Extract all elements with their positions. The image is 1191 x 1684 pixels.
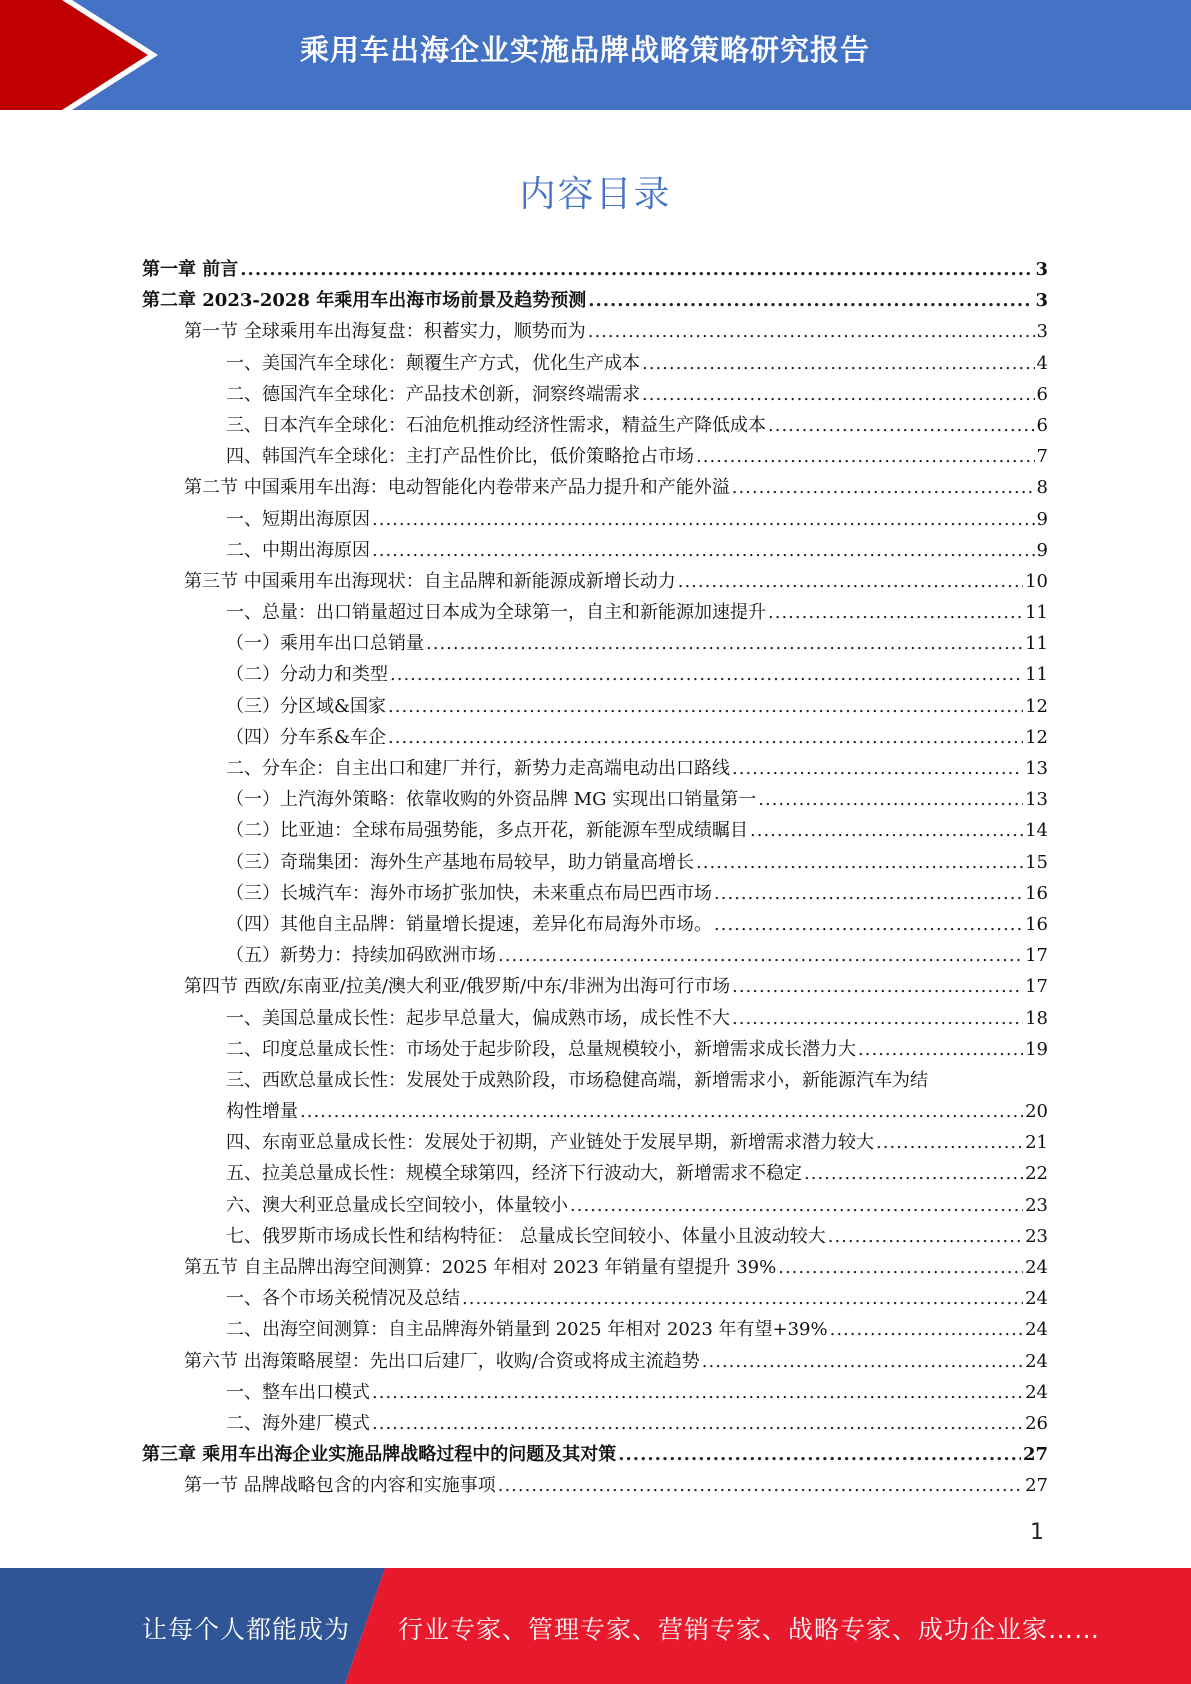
toc-leader-dots [858, 1034, 1023, 1065]
toc-entry-page: 9 [1036, 508, 1048, 530]
toc-entry[interactable] [142, 878, 1048, 909]
toc-entry[interactable] [142, 1377, 1048, 1408]
toc-entry-page: 24 [1025, 1319, 1048, 1341]
toc-entry-text: 六、澳大利亚总量成长空间较小，体量较小 [226, 1194, 568, 1216]
toc-entry-text: 一、各个市场关税情况及总结 [226, 1288, 460, 1310]
toc-leader-dots [758, 784, 1023, 815]
toc-entry-page: 24 [1025, 1350, 1048, 1372]
toc-entry[interactable] [142, 535, 1048, 566]
toc-leader-dots [678, 566, 1023, 597]
toc-entry-page: 14 [1025, 820, 1048, 842]
toc-entry[interactable] [142, 441, 1048, 472]
toc-entry-page: 19 [1025, 1038, 1048, 1060]
toc-entry[interactable] [142, 1221, 1048, 1252]
toc-leader-dots [498, 940, 1023, 971]
toc-leader-dots [570, 1190, 1023, 1221]
toc-entry[interactable] [142, 1003, 1048, 1034]
toc-entry-text: 第一节 全球乘用车出海复盘：积蓄实力，顺势而为 [184, 321, 586, 343]
toc-entry-text: 第六节 出海策略展望：先出口后建厂，收购/合资或将成主流趋势 [184, 1350, 700, 1372]
toc-entry[interactable] [142, 1283, 1048, 1314]
toc-leader-dots [696, 441, 1035, 472]
toc-entry[interactable] [142, 1190, 1048, 1221]
toc-entry-page: 23 [1025, 1194, 1048, 1216]
toc-leader-dots [804, 1158, 1023, 1189]
toc-entry-page: 6 [1036, 414, 1048, 436]
toc-entry[interactable] [142, 285, 1048, 316]
toc-leader-dots [696, 847, 1023, 878]
toc-entry-text: 一、整车出口模式 [226, 1381, 370, 1403]
toc-leader-dots [588, 285, 1033, 316]
toc-leader-dots [828, 1221, 1023, 1252]
toc-entry-page: 13 [1025, 758, 1048, 779]
toc-entry-page: 4 [1036, 352, 1048, 374]
toc-entry-text: 第四节 西欧/东南亚/拉美/澳大利亚/俄罗斯/中东/非洲为出海可行市场 [184, 976, 731, 998]
page-header [0, 0, 1191, 110]
toc-leader-dots [714, 878, 1023, 909]
toc-entry-text: 一、美国汽车全球化：颠覆生产方式，优化生产成本 [226, 352, 640, 374]
toc-entry[interactable] [142, 1252, 1048, 1283]
toc-entry[interactable] [142, 815, 1048, 846]
toc-entry[interactable] [142, 1408, 1048, 1439]
toc-entry[interactable] [142, 691, 1048, 722]
toc-entry-text: 五、拉美总量成长性：规模全球第四，经济下行波动大，新增需求不稳定 [226, 1163, 802, 1185]
toc-entry-text: 第一章 前言 [142, 259, 239, 280]
toc-entry-page: 21 [1025, 1132, 1048, 1154]
toc-entry-page: 3 [1035, 259, 1048, 280]
toc-entry-page: 16 [1025, 913, 1048, 935]
toc-entry-page: 17 [1025, 976, 1048, 998]
toc-entry-page: 8 [1036, 477, 1048, 499]
toc-leader-dots [372, 535, 1035, 566]
toc-entry-page: 12 [1025, 695, 1048, 717]
toc-entry-text: 二、出海空间测算：自主品牌海外销量到 2025 年相对 2023 年有望+39% [226, 1319, 828, 1341]
toc-entry[interactable] [142, 1065, 1048, 1127]
toc-entry-page: 24 [1025, 1257, 1048, 1279]
toc-entry-text: （一）上汽海外策略：依靠收购的外资品牌 MG 实现出口销量第一 [226, 789, 757, 811]
toc-entry-page: 23 [1025, 1225, 1048, 1247]
toc-entry-text: 第五节 自主品牌出海空间测算：2025 年相对 2023 年销量有望提升 39% [184, 1257, 777, 1279]
toc-leader-dots [300, 1096, 1023, 1127]
table-of-contents [142, 254, 1048, 1502]
toc-entry[interactable] [142, 1314, 1048, 1345]
toc-entry-text-continued: 构性增量 [226, 1101, 298, 1123]
toc-entry-page: 3 [1035, 290, 1048, 312]
toc-entry-text: 第二章 2023-2028 年乘用车出海市场前景及趋势预测 [142, 290, 587, 312]
toc-entry[interactable] [142, 597, 1048, 628]
toc-entry[interactable] [142, 566, 1048, 597]
toc-entry-text: 二、德国汽车全球化：产品技术创新，洞察终端需求 [226, 383, 640, 405]
toc-entry-page: 24 [1025, 1288, 1048, 1310]
toc-entry[interactable] [142, 722, 1048, 753]
toc-entry-text: 三、西欧总量成长性：发展处于成熟阶段，市场稳健高端，新增需求小，新能源汽车为结 [226, 1069, 928, 1091]
toc-entry-text: （五）新势力：持续加码欧洲市场 [226, 945, 496, 967]
toc-entry-text: 四、韩国汽车全球化：主打产品性价比，低价策略抢占市场 [226, 446, 694, 468]
toc-entry-page: 13 [1025, 789, 1048, 811]
toc-leader-dots [732, 753, 1023, 784]
toc-entry-page: 9 [1036, 539, 1048, 561]
toc-entry-text: 一、总量：出口销量超过日本成为全球第一，自主和新能源加速提升 [226, 602, 766, 624]
toc-entry-text: （三）长城汽车：海外市场扩张加快，未来重点布局巴西市场 [226, 882, 712, 904]
toc-entry-text: 二、中期出海原因 [226, 539, 370, 561]
toc-leader-dots [830, 1314, 1024, 1345]
page-footer [0, 1568, 1191, 1684]
toc-entry-page: 27 [1022, 1444, 1048, 1466]
toc-heading: 内容目录 [519, 174, 672, 215]
toc-entry-text: 二、海外建厂模式 [226, 1412, 370, 1434]
toc-entry[interactable] [142, 379, 1048, 410]
toc-entry-text: （二）比亚迪：全球布局强势能，多点开花，新能源车型成绩瞩目 [226, 820, 748, 842]
toc-entry[interactable] [142, 628, 1048, 659]
toc-entry-text: 第三章 乘用车出海企业实施品牌战略过程中的问题及其对策 [142, 1444, 617, 1466]
toc-leader-dots [778, 1252, 1023, 1283]
toc-entry[interactable] [142, 472, 1048, 503]
toc-leader-dots [642, 348, 1035, 379]
toc-leader-dots [732, 472, 1035, 503]
toc-entry-text: 一、短期出海原因 [226, 508, 370, 530]
report-title: 乘用车出海企业实施品牌战略策略研究报告 [300, 33, 871, 67]
toc-leader-dots [462, 1283, 1023, 1314]
toc-entry[interactable] [142, 784, 1048, 815]
toc-entry[interactable] [142, 504, 1048, 535]
toc-leader-dots [388, 722, 1023, 753]
toc-entry-text: （二）分动力和类型 [226, 664, 388, 686]
toc-leader-dots [768, 597, 1023, 628]
toc-leader-dots [240, 254, 1033, 285]
page-number: 1 [1030, 1520, 1044, 1545]
toc-leader-dots [750, 815, 1023, 846]
toc-leader-dots [388, 691, 1023, 722]
toc-entry-text: 第三节 中国乘用车出海现状：自主品牌和新能源成新增长动力 [184, 570, 676, 592]
toc-leader-dots [372, 1408, 1023, 1439]
toc-entry-page: 15 [1025, 851, 1048, 873]
toc-leader-dots [732, 971, 1023, 1002]
toc-entry[interactable] [142, 753, 1048, 784]
toc-leader-dots [498, 1470, 1023, 1501]
red-arrow-shape [0, 0, 148, 110]
toc-entry[interactable] [142, 1439, 1048, 1470]
toc-entry[interactable] [142, 940, 1048, 971]
toc-entry[interactable] [142, 1470, 1048, 1501]
toc-entry-page: 24 [1025, 1381, 1048, 1403]
toc-entry[interactable] [142, 1127, 1048, 1158]
toc-entry-page: 22 [1025, 1163, 1048, 1185]
toc-entry[interactable] [142, 316, 1048, 347]
toc-entry[interactable] [142, 847, 1048, 878]
toc-entry-page: 10 [1025, 570, 1048, 592]
toc-entry-page: 11 [1025, 664, 1048, 686]
toc-entry-page: 16 [1025, 882, 1048, 904]
toc-leader-dots [702, 1346, 1023, 1377]
toc-leader-dots [876, 1127, 1023, 1158]
toc-entry-text: （一）乘用车出口总销量 [226, 633, 424, 655]
toc-entry-text: 二、分车企：自主出口和建厂并行，新势力走高端电动出口路线 [226, 758, 730, 779]
toc-entry[interactable] [142, 348, 1048, 379]
toc-entry-text: （三）分区域&国家 [226, 695, 387, 717]
toc-entry-page: 26 [1025, 1412, 1048, 1434]
toc-entry-page: 12 [1025, 726, 1048, 748]
toc-entry-text: （三）奇瑞集团：海外生产基地布局较早，助力销量高增长 [226, 851, 694, 873]
toc-leader-dots [618, 1439, 1021, 1470]
footer-slogan-left: 让每个人都能成为 [142, 1615, 351, 1644]
toc-leader-dots [714, 909, 1023, 940]
toc-leader-dots [426, 628, 1023, 659]
toc-entry-page: 11 [1025, 602, 1048, 624]
toc-entry-page: 3 [1036, 321, 1048, 343]
toc-entry[interactable] [142, 1158, 1048, 1189]
toc-entry-page: 20 [1025, 1101, 1048, 1123]
toc-entry-page: 11 [1025, 633, 1048, 655]
toc-leader-dots [372, 504, 1035, 535]
toc-entry[interactable] [142, 410, 1048, 441]
toc-leader-dots [588, 316, 1035, 347]
toc-entry-text: 二、印度总量成长性：市场处于起步阶段，总量规模较小，新增需求成长潜力大 [226, 1038, 856, 1060]
toc-entry-page: 6 [1036, 383, 1048, 405]
toc-entry[interactable] [142, 1346, 1048, 1377]
footer-slogan-right: 行业专家、管理专家、营销专家、战略专家、成功企业家…… [398, 1615, 1101, 1644]
toc-leader-dots [372, 1377, 1023, 1408]
toc-entry-text: 第二节 中国乘用车出海：电动智能化内卷带来产品力提升和产能外溢 [184, 477, 730, 499]
toc-entry[interactable] [142, 254, 1048, 285]
toc-leader-dots [642, 379, 1035, 410]
toc-leader-dots [732, 1003, 1023, 1034]
toc-entry-text: （四）其他自主品牌：销量增长提速，差异化布局海外市场。 [226, 913, 712, 935]
toc-leader-dots [390, 659, 1023, 690]
toc-entry[interactable] [142, 971, 1048, 1002]
toc-entry-page: 17 [1025, 945, 1048, 967]
toc-entry-text: 四、东南亚总量成长性：发展处于初期，产业链处于发展早期，新增需求潜力较大 [226, 1132, 874, 1154]
toc-entry[interactable] [142, 659, 1048, 690]
toc-entry-text: 第一节 品牌战略包含的内容和实施事项 [184, 1475, 496, 1497]
toc-leader-dots [768, 410, 1035, 441]
toc-entry-text: 一、美国总量成长性：起步早总量大，偏成熟市场，成长性不大 [226, 1007, 730, 1029]
toc-entry[interactable] [142, 1034, 1048, 1065]
toc-entry-text: 七、俄罗斯市场成长性和结构特征： 总量成长空间较小、体量小且波动较大 [226, 1225, 826, 1247]
toc-entry-text: 三、日本汽车全球化：石油危机推动经济性需求，精益生产降低成本 [226, 414, 766, 436]
toc-entry[interactable] [142, 909, 1048, 940]
toc-entry-page: 7 [1036, 446, 1048, 468]
toc-entry-text: （四）分车系&车企 [226, 726, 387, 748]
toc-entry-page: 27 [1025, 1475, 1048, 1497]
toc-entry-page: 18 [1025, 1007, 1048, 1029]
